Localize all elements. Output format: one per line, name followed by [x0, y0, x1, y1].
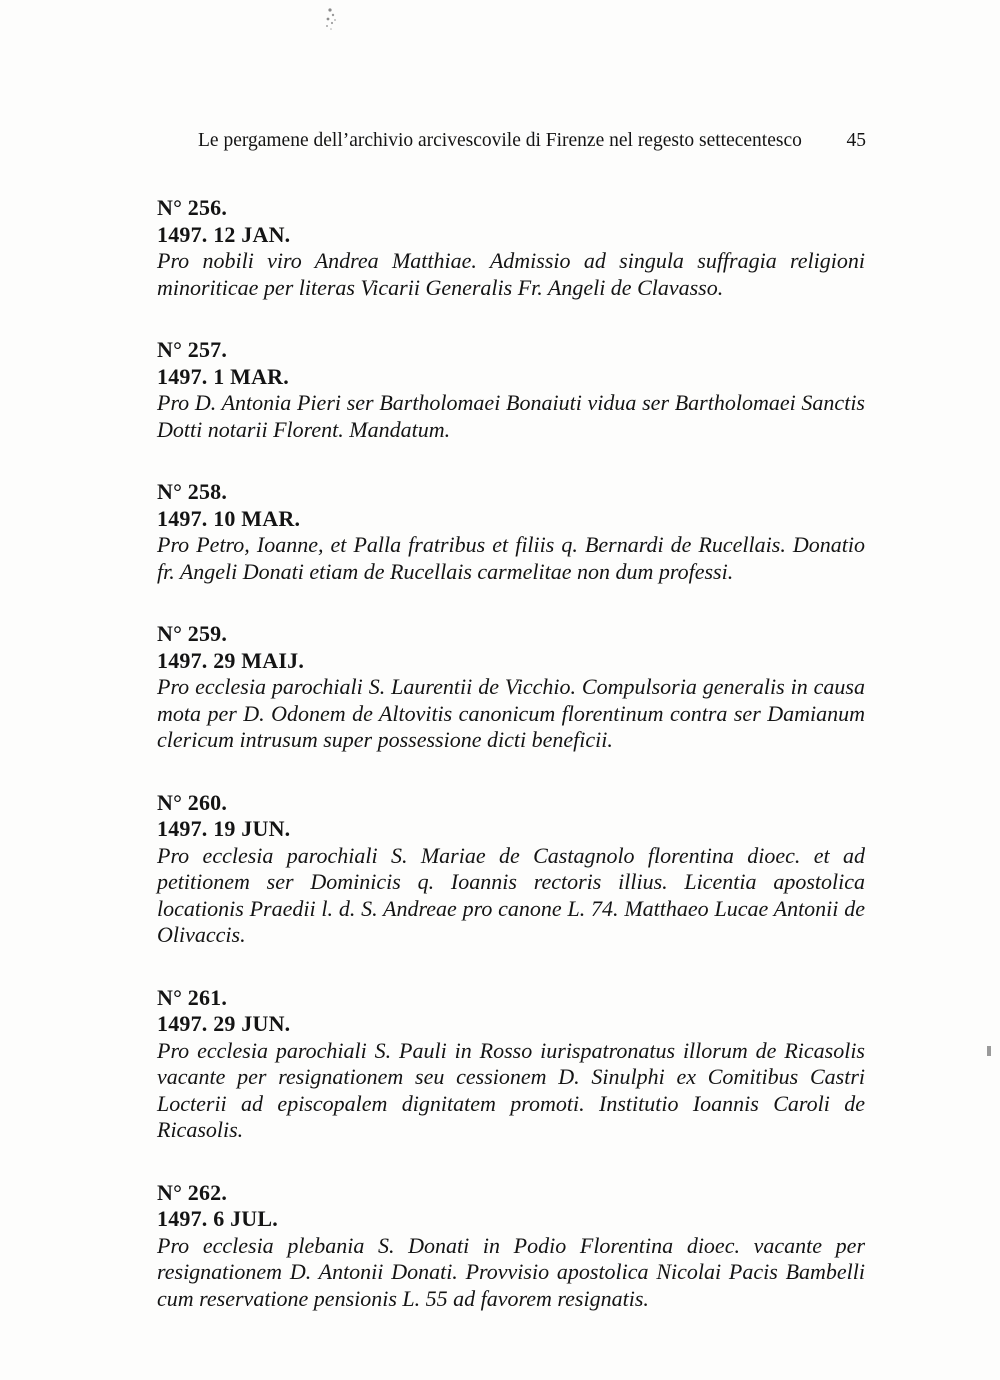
entry	[157, 1180, 865, 1313]
margin-mark	[987, 1046, 991, 1056]
running-head	[198, 128, 866, 154]
entry-text: Pro ecclesia parochiali S. Mariae de Castagnolo florentina dioec. et ad petitionem ser Dominicis q. Ioannis rectoris illius. Licentia apostolica locationis Praedii l. d. S. Andreae pro canone L. 74. Matthaeo Lucae Antonii de Olivaccis.	[157, 842, 865, 947]
entry-number: N° 257.	[157, 337, 228, 362]
entry-date: 1497. 29 MAIJ.	[157, 647, 305, 673]
entry-text: Pro nobili viro Andrea Matthiae. Admissio ad singula suffragia religioni minoriticae per literas Vicarii Generalis Fr. Angeli de Clavasso.	[157, 248, 865, 300]
entry-text: Pro D. Antonia Pieri ser Bartholomaei Bonaiuti vidua ser Bartholomaei Sanctis Dotti notarii Florent. Mandatum.	[157, 390, 865, 442]
entry	[157, 985, 865, 1144]
running-head-title: Le pergamene dell’archivio arcivescovile di Firenze nel regesto settecentesco	[198, 130, 802, 151]
entries-list	[157, 195, 865, 1348]
entry	[157, 621, 865, 754]
entry-date: 1497. 29 JUN.	[157, 1011, 291, 1036]
entry	[157, 337, 865, 443]
entry-number: N° 258.	[157, 479, 228, 504]
entry-date: 1497. 1 MAR.	[157, 363, 289, 389]
entry-text: Pro ecclesia plebania S. Donati in Podio Florentina dioec. vacante per resignationem D. Antonii Donati. Provvisio apostolica Nicolai Pacis Bambelli cum reservatione pensionis L. 55 ad favorem resignatis.	[157, 1232, 865, 1311]
entry-text: Pro ecclesia parochiali S. Pauli in Rosso iurispatronatus illorum de Ricasolis vacante per resignationem seu cessionem D. Sinulphi ex Comitibus Castri Locterii ad episcopalem dignitatem promoti. Institutio Ioannis Caroli de Ricasolis.	[157, 1037, 865, 1142]
page-number: 45	[846, 130, 866, 151]
entry-date: 1497. 12 JAN.	[157, 221, 291, 247]
entry-text: Pro Petro, Ioanne, et Palla fratribus et filiis q. Bernardi de Rucellais. Donatio fr. Angeli Donati etiam de Rucellais carmelitae non dum professi.	[157, 532, 865, 584]
entry	[157, 790, 865, 949]
entry-date: 1497. 19 JUN.	[157, 816, 291, 841]
entry-number: N° 256.	[157, 195, 228, 220]
entry-number: N° 260.	[157, 789, 228, 815]
entry-number: N° 262.	[157, 1179, 228, 1205]
scan-speck-mark	[318, 4, 344, 34]
entry	[157, 195, 865, 301]
entry-date: 1497. 10 MAR.	[157, 505, 301, 531]
entry-number: N° 261.	[157, 984, 228, 1010]
entry-number: N° 259.	[157, 621, 228, 646]
entry-text: Pro ecclesia parochiali S. Laurentii de Vicchio. Compulsoria generalis in causa mota per D. Odonem de Altovitis canonicum florentinum contra ser Damianum clericum intrusum super possessione dicti beneficii.	[157, 674, 865, 752]
entry-date: 1497. 6 JUL.	[157, 1206, 278, 1231]
entry	[157, 479, 865, 585]
